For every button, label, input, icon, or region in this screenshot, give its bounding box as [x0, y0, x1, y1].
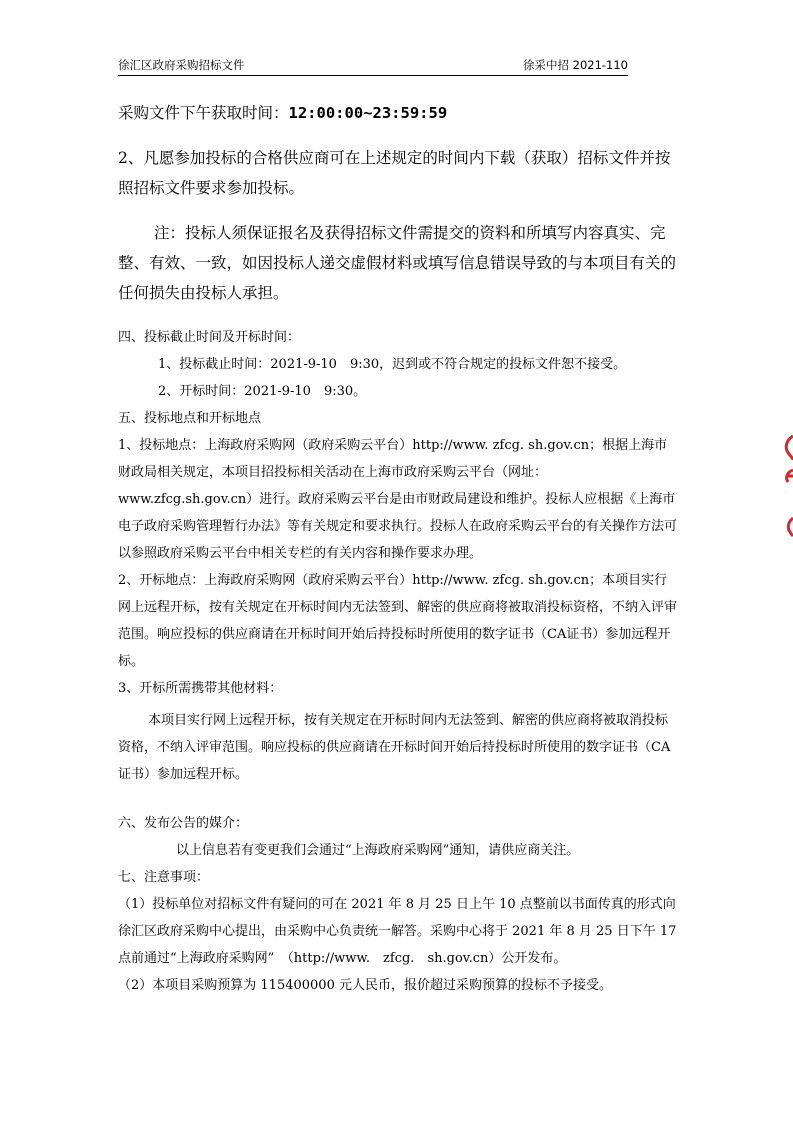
header-document-number: 徐采中招 2021-110 [522, 58, 628, 72]
acquisition-time [118, 98, 680, 128]
section-5-item-3: 3、开标所需携带其他材料： [118, 681, 283, 696]
header-document-title: 徐汇区政府采购招标文件 [118, 58, 245, 72]
seal-edge-mark [781, 430, 793, 540]
paragraph-2: 2、凡愿参加投标的合格供应商可在上述规定的时间内下载（获取）招标文件并按照招标文件要求参加投标。 [118, 149, 671, 197]
note-paragraph: 注：投标人须保证报名及获得招标文件需提交的资料和所填写内容真实、完整、有效、一致，如因投标人递交虚假材料或填写信息错误导致的与本项目有关的任何损失由投标人承担。 [118, 224, 677, 302]
section-5-item-1: 1、投标地点：上海政府采购网（政府采购云平台）http://www. zfcg. sh.gov.cn；根据上海市财政局相关规定，本项目招投标相关活动在上海市政府采购云平台（网址：www.zfcg.sh.gov.cn）进行。政府采购云平台是由市财政局建设和维护。投标人应根据《上海市电子政府采购管理暂行办法》等有关规定和要求执行。投标人在政府采购云平台的有关操作方法可以参照政府采购云平台中相关专栏的有关内容和操作要求办理。 [118, 438, 678, 561]
section-4-title: 四、投标截止时间及开标时间： [118, 330, 301, 345]
section-7-item-2: （2）本项目采购预算为 115400000 元人民币，报价超过采购预算的投标不予接受。 [118, 978, 612, 993]
section-6-body: 以上信息若有变更我们会通过“上海政府采购网”通知，请供应商关注。 [176, 843, 580, 858]
section-6-title: 六、发布公告的媒介： [118, 816, 249, 831]
acquisition-time-value: 12:00:00~23:59:59 [288, 104, 448, 122]
section-5-item-2: 2、开标地点：上海政府采购网（政府采购云平台）http://www. zfcg. sh.gov.cn；本项目实行网上远程开标，按有关规定在开标时间内无法签到、解密的供应商将被取消投标资格，不纳入评审范围。响应投标的供应商请在开标时间开始后持投标时所使用的数字证书（CA证书）参加远程开标。 [118, 573, 678, 669]
acquisition-time-label: 采购文件下午获取时间： [118, 104, 289, 122]
section-7-title: 七、注意事项： [118, 870, 210, 885]
section-4-item-1: 1、投标截止时间：2021-9-10 9:30，迟到或不符合规定的投标文件恕不接受。 [158, 357, 627, 372]
section-4-item-2: 2、开标时间：2021-9-10 9:30。 [158, 384, 367, 399]
section-5-item-3-body: 本项目实行网上远程开标，按有关规定在开标时间内无法签到、解密的供应商将被取消投标资格，不纳入评审范围。响应投标的供应商请在开标时间开始后持投标时所使用的数字证书（CA证书）参加远程开标。 [118, 713, 671, 782]
section-7-item-1: （1）投标单位对招标文件有疑问的可在 2021 年 8 月 25 日上午 10 点整前以书面传真的形式向徐汇区政府采购中心提出，由采购中心负责统一解答。采购中心将于 2021 年 8 月 25 日下午 17 点前通过“上海政府采购网” （http://www. zfcg. sh.gov.cn）公开发布。 [118, 897, 677, 966]
page-header [118, 53, 628, 76]
section-5-title: 五、投标地点和开标地点 [118, 411, 262, 426]
document-body [118, 98, 680, 999]
